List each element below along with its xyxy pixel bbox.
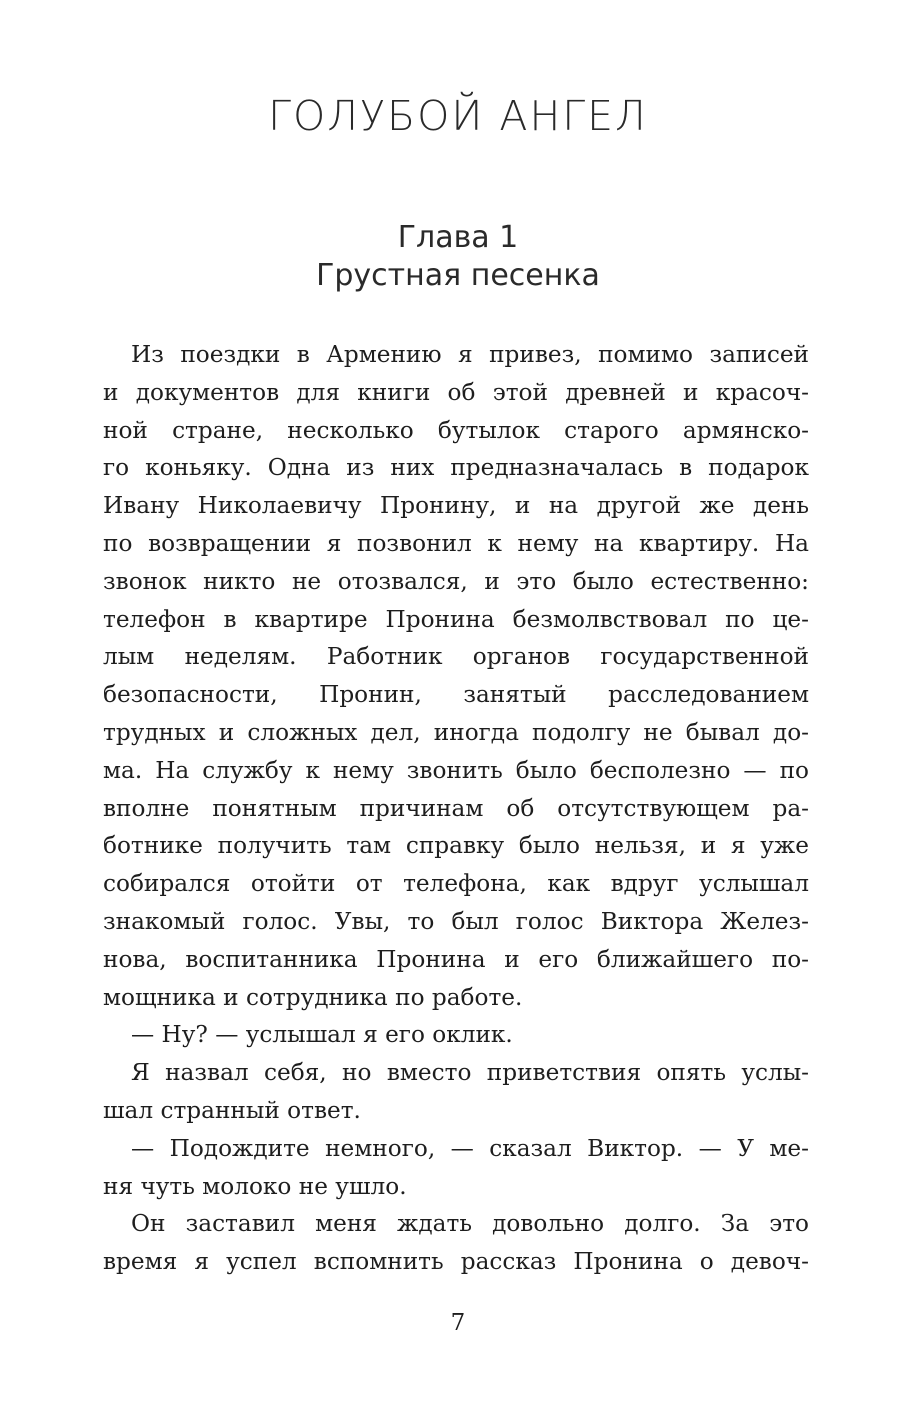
- text-line: го коньяку. Одна из них предназначалась в подарок: [103, 454, 809, 482]
- text-line: собирался отойти от телефона, как вдруг услышал: [103, 870, 809, 898]
- dialogue-line: — Подождите немного, — сказал Виктор. — У ме-: [131, 1134, 809, 1162]
- text-line: безопасности, Пронин, занятый расследованием: [103, 681, 809, 709]
- text-line: и документов для книги об этой древней и красоч-: [103, 378, 809, 406]
- text-line: мощника и сотрудника по работе.: [103, 983, 523, 1011]
- text-line: ня чуть молоко не ушло.: [103, 1172, 407, 1200]
- text-line: ботнике получить там справку было нельзя, и я уже: [103, 832, 809, 860]
- text-line: знакомый голос. Увы, то был голос Виктора Желез-: [103, 907, 809, 935]
- text-line: нова, воспитанника Пронина и его ближайшего по-: [103, 945, 809, 973]
- text-line: вполне понятным причинам об отсутствующем ра-: [103, 794, 809, 822]
- text-line: Я назвал себя, но вместо приветствия опять услы-: [131, 1059, 809, 1087]
- text-line: лым неделям. Работник органов государственной: [103, 643, 809, 671]
- text-line: Из поездки в Армению я привез, помимо записей: [131, 341, 809, 368]
- page-number: 7: [450, 1310, 466, 1336]
- text-line: по возвращении я позвонил к нему на квартиру. На: [103, 529, 809, 557]
- text-line: трудных и сложных дел, иногда подолгу не бывал до-: [103, 718, 809, 746]
- text-line: Ивану Николаевичу Пронину, и на другой же день: [103, 492, 809, 520]
- body-text: [103, 336, 809, 1281]
- book-title: ГОЛУБОЙ АНГЕЛ: [268, 92, 648, 140]
- text-line: шал странный ответ.: [103, 1096, 361, 1124]
- dialogue-line: — Ну? — услышал я его оклик.: [131, 1021, 513, 1049]
- text-line: ной стране, несколько бутылок старого армянско-: [103, 416, 809, 444]
- text-line: ма. На службу к нему звонить было бесполезно — по: [103, 756, 809, 784]
- text-line: звонок никто не отозвался, и это было естественно:: [103, 567, 809, 595]
- chapter-title: Грустная песенка: [316, 258, 600, 293]
- text-line: время я успел вспомнить рассказ Пронина о девоч-: [103, 1248, 809, 1276]
- chapter-number: Глава 1: [397, 220, 519, 255]
- text-line: Он заставил меня ждать довольно долго. За это: [131, 1210, 809, 1238]
- text-line: телефон в квартире Пронина безмолвствовал по це-: [103, 605, 809, 633]
